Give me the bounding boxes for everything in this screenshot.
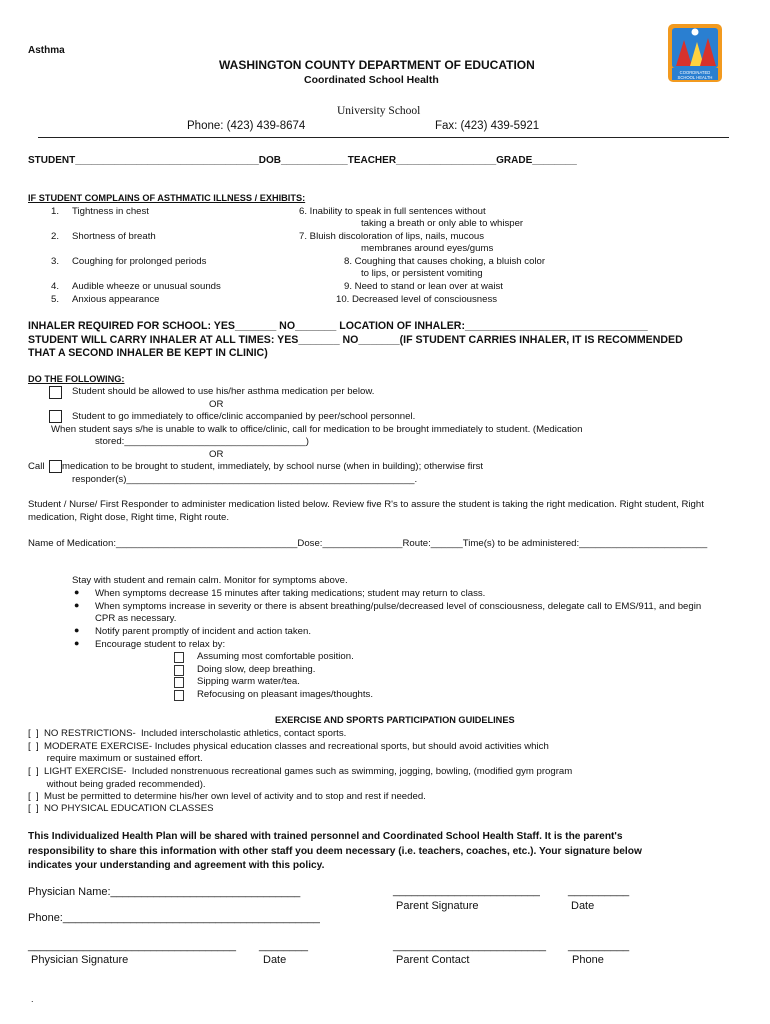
sub-bullet-icon: [174, 665, 184, 676]
unable-to-walk-instruction: When student says s/he is unable to walk to office/clinic, call for medication to be brought immediately to student. (Medication: [51, 424, 583, 435]
care-step: When symptoms decrease 15 minutes after taking medications; student may return to class.: [95, 588, 486, 599]
physician-signature-field[interactable]: __________________________________: [28, 940, 237, 952]
symptom-number: 5.: [51, 294, 60, 305]
relax-step: Doing slow, deep breathing.: [197, 664, 316, 675]
form-category: Asthma: [28, 45, 65, 56]
option-self-administer-label: Student should be allowed to use his/her asthma medication per below.: [72, 386, 375, 397]
actions-heading: DO THE FOLLOWING:: [28, 374, 125, 384]
sharing-policy-text-cont: indicates your understanding and agreement with this policy.: [28, 860, 325, 871]
svg-text:SCHOOL HEALTH: SCHOOL HEALTH: [677, 75, 713, 80]
inhaler-required-line[interactable]: INHALER REQUIRED FOR SCHOOL: YES_______ NO_______ LOCATION OF INHALER:_______________________________: [28, 320, 648, 332]
symptom-item: 9. Need to stand or lean over at waist: [344, 281, 503, 292]
parent-signature-label: Parent Signature: [396, 900, 479, 912]
symptom-item-cont: membranes around eyes/gums: [361, 243, 494, 254]
inhaler-recommendation: THAT A SECOND INHALER BE KEPT IN CLINIC): [28, 347, 268, 359]
bullet-icon: ●: [74, 600, 80, 610]
sharing-policy-text: This Individualized Health Plan will be shared with trained personnel and Coordinated School Health Staff. It is the parent's: [28, 831, 623, 842]
parent-contact-field[interactable]: _________________________: [393, 940, 546, 952]
parent-contact-label: Parent Contact: [396, 954, 470, 966]
five-rights-text-cont: medication, Right dose, Right time, Right route.: [28, 512, 230, 523]
sub-bullet-icon: [174, 690, 184, 701]
exercise-option-no-pe[interactable]: [ ] NO PHYSICAL EDUCATION CLASSES: [28, 803, 214, 814]
bullet-icon: ●: [74, 638, 80, 648]
medication-details-line[interactable]: Name of Medication:__________________________________Dose:_______________Route:______Time(s) to be administered:________________________: [28, 538, 708, 549]
student-info-line[interactable]: STUDENT_________________________________DOB____________TEACHER__________________GRADE________: [28, 155, 577, 166]
symptom-item: Shortness of breath: [72, 231, 156, 242]
inhaler-carry-line[interactable]: STUDENT WILL CARRY INHALER AT ALL TIMES: YES_______ NO_______(IF STUDENT CARRIES INHALER, IT IS RECOMMENDED: [28, 334, 683, 346]
physician-signature-label: Physician Signature: [31, 954, 129, 966]
program-title: Coordinated School Health: [304, 74, 439, 86]
parent-signature-field[interactable]: ________________________: [393, 885, 540, 897]
relax-step: Sipping warm water/tea.: [197, 676, 300, 687]
relax-step: Refocusing on pleasant images/thoughts.: [197, 689, 373, 700]
exercise-option-no-restrictions[interactable]: [ ] NO RESTRICTIONS- Included interscholastic athletics, contact sports.: [28, 728, 347, 739]
physician-name-field[interactable]: Physician Name:_______________________________: [28, 886, 301, 898]
symptom-number: 4.: [51, 281, 60, 292]
physician-phone-field[interactable]: Phone:__________________________________________: [28, 912, 320, 924]
call-label: Call: [28, 461, 45, 472]
sharing-policy-text-cont: responsibility to share this information with other staff you deem necessary (i.e. teachers, coaches, etc.). Your signature below: [28, 846, 642, 857]
exercise-option-light-cont: without being graded recommended).: [28, 779, 206, 790]
symptom-item: 8. Coughing that causes choking, a bluish color: [344, 256, 546, 267]
fax-number: Fax: (423) 439-5921: [435, 120, 540, 132]
exercise-option-moderate-cont: require maximum or sustained effort.: [28, 753, 203, 764]
option-self-administer-checkbox[interactable]: [49, 386, 62, 399]
option-nurse-bring-checkbox[interactable]: [49, 460, 62, 473]
exercise-heading: EXERCISE AND SPORTS PARTICIPATION GUIDELINES: [275, 715, 515, 725]
contact-phone-label: Phone: [572, 954, 604, 966]
care-step: Encourage student to relax by:: [95, 639, 226, 650]
five-rights-text: Student / Nurse/ First Responder to administer medication listed below. Review five R's to assure the student is taking the right medication. Right student, Right: [28, 499, 704, 510]
footer-mark: .: [31, 994, 34, 1004]
symptom-item: 6. Inability to speak in full sentences without: [299, 206, 486, 217]
option-go-to-clinic-label: Student to go immediately to office/clinic accompanied by peer/school personnel.: [72, 411, 416, 422]
symptom-item-cont: taking a breath or only able to whisper: [361, 218, 524, 229]
symptom-item: Tightness in chest: [72, 206, 149, 217]
symptom-item: Audible wheeze or unusual sounds: [72, 281, 221, 292]
complaints-heading: IF STUDENT COMPLAINS OF ASTHMATIC ILLNESS / EXHIBITS:: [28, 193, 306, 203]
care-step: Notify parent promptly of incident and action taken.: [95, 626, 311, 637]
sub-bullet-icon: [174, 652, 184, 663]
symptom-item-cont: to lips, or persistent vomiting: [361, 268, 483, 279]
parent-date-label: Date: [571, 900, 595, 912]
care-step-cont: CPR as necessary.: [95, 613, 177, 624]
phone-number: Phone: (423) 439-8674: [187, 120, 306, 132]
symptom-item: Anxious appearance: [72, 294, 160, 305]
first-responder-field[interactable]: responder(s)______________________________________________________.: [72, 474, 418, 485]
or-separator: OR: [209, 399, 224, 410]
svg-text:COORDINATED: COORDINATED: [679, 70, 711, 75]
symptom-item: 7. Bluish discoloration of lips, nails, mucous: [299, 231, 485, 242]
sub-bullet-icon: [174, 677, 184, 688]
exercise-option-light[interactable]: [ ] LIGHT EXERCISE- Included nonstrenuous recreational games such as swimming, jogging, bowling, (modified gym program: [28, 766, 573, 777]
or-separator: OR: [209, 449, 224, 460]
exercise-option-self-determine[interactable]: [ ] Must be permitted to determine his/her own level of activity and to stop and rest if needed.: [28, 791, 426, 802]
contact-phone-field[interactable]: __________: [568, 940, 630, 952]
symptom-number: 3.: [51, 256, 60, 267]
school-health-logo: [666, 22, 724, 84]
physician-date-field[interactable]: ________: [259, 940, 308, 952]
symptom-number: 1.: [51, 206, 60, 217]
school-name: University School: [337, 105, 421, 117]
symptom-item: Coughing for prolonged periods: [72, 256, 207, 267]
header-divider: [38, 137, 729, 138]
parent-date-field[interactable]: __________: [568, 885, 630, 897]
physician-date-label: Date: [263, 954, 287, 966]
medication-stored-field[interactable]: stored:__________________________________): [95, 436, 309, 447]
department-title: WASHINGTON COUNTY DEPARTMENT OF EDUCATION: [219, 58, 535, 72]
symptom-number: 2.: [51, 231, 60, 242]
option-go-to-clinic-checkbox[interactable]: [49, 410, 62, 423]
option-nurse-bring-label: medication to be brought to student, immediately, by school nurse (when in building); otherwise first: [62, 461, 484, 472]
care-step: When symptoms increase in severity or there is absent breathing/pulse/decreased level of consciousness, delegate call to EMS/911, and begin: [95, 601, 702, 612]
care-intro: Stay with student and remain calm. Monitor for symptoms above.: [72, 575, 348, 586]
bullet-icon: ●: [74, 625, 80, 635]
bullet-icon: ●: [74, 587, 80, 597]
exercise-option-moderate[interactable]: [ ] MODERATE EXERCISE- Includes physical education classes and recreational sports, but should avoid activities which: [28, 741, 549, 752]
relax-step: Assuming most comfortable position.: [197, 651, 354, 662]
symptom-item: 10. Decreased level of consciousness: [336, 294, 498, 305]
